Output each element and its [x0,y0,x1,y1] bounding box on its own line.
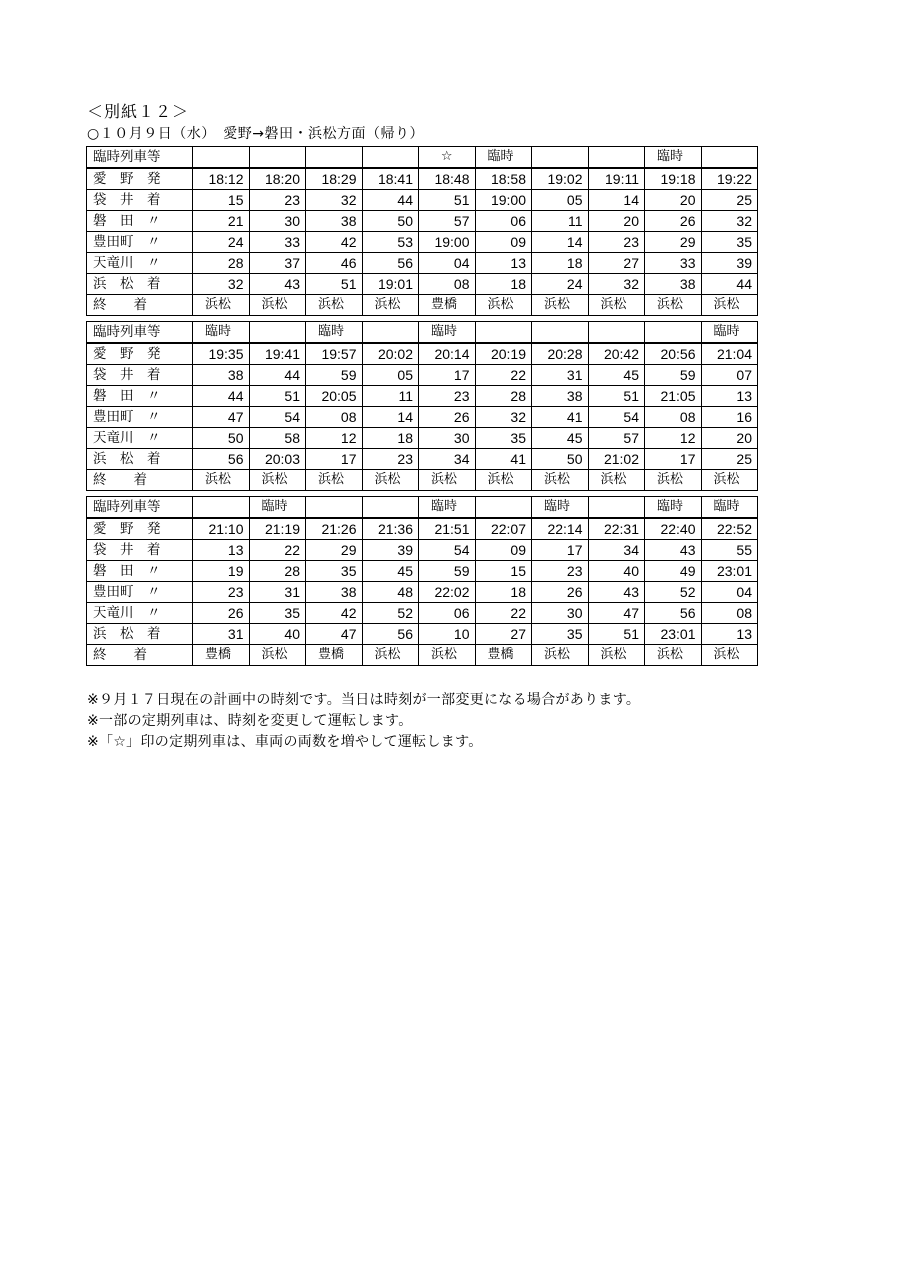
time-cell: 23 [249,190,306,211]
time-cell: 23 [362,449,419,470]
station-label: 天竜川 〃 [87,253,193,274]
train-type-cell [475,322,532,344]
train-type-cell: 臨時 [532,497,589,519]
time-cell: 08 [306,407,363,428]
station-label: 天竜川 〃 [87,603,193,624]
terminal-cell: 浜松 [475,295,532,316]
time-cell: 21:04 [701,343,758,365]
terminal-cell: 豊橋 [419,295,476,316]
time-cell: 20:56 [645,343,702,365]
station-row [87,274,758,295]
time-cell: 19:57 [306,343,363,365]
time-cell: 51 [306,274,363,295]
time-cell: 42 [306,603,363,624]
time-cell: 51 [588,624,645,645]
time-cell: 31 [249,582,306,603]
train-type-cell [306,497,363,519]
time-cell: 26 [419,407,476,428]
time-cell: 52 [645,582,702,603]
train-type-cell [249,322,306,344]
time-cell: 25 [701,190,758,211]
time-cell: 14 [532,232,589,253]
time-cell: 21:05 [645,386,702,407]
time-cell: 23 [532,561,589,582]
time-cell: 32 [475,407,532,428]
time-cell: 19:01 [362,274,419,295]
terminal-row [87,470,758,491]
time-cell: 11 [532,211,589,232]
train-type-cell: 臨時 [475,147,532,169]
note-line: ※一部の定期列車は、時刻を変更して運転します。 [87,713,413,729]
station-row [87,582,758,603]
train-type-cell [362,497,419,519]
train-type-cell: 臨時 [306,322,363,344]
time-cell: 31 [532,365,589,386]
terminal-cell: 浜松 [193,295,250,316]
time-cell: 56 [362,253,419,274]
time-cell: 35 [475,428,532,449]
time-cell: 07 [701,365,758,386]
time-cell: 21:51 [419,518,476,540]
station-row [87,232,758,253]
terminal-cell: 浜松 [249,470,306,491]
time-cell: 37 [249,253,306,274]
time-cell: 38 [193,365,250,386]
time-cell: 22:14 [532,518,589,540]
train-type-row [87,147,758,169]
train-type-cell: 臨時 [645,497,702,519]
time-cell: 22 [475,603,532,624]
time-cell: 09 [475,232,532,253]
time-cell: 18:29 [306,168,363,190]
time-cell: 18 [532,253,589,274]
station-label: 愛 野 発 [87,168,193,190]
note-line: ※「☆」印の定期列車は、車両の両数を増やして運転します。 [87,734,483,750]
terminal-label: 終 着 [87,645,193,666]
train-type-cell [193,147,250,169]
time-cell: 17 [306,449,363,470]
train-type-cell [362,147,419,169]
train-type-cell: 臨時 [419,322,476,344]
time-cell: 06 [419,603,476,624]
train-type-row [87,322,758,344]
time-cell: 32 [701,211,758,232]
terminal-cell: 浜松 [193,470,250,491]
time-cell: 21:10 [193,518,250,540]
time-cell: 19 [193,561,250,582]
station-label: 浜 松 着 [87,449,193,470]
terminal-row [87,295,758,316]
time-cell: 54 [588,407,645,428]
station-row [87,407,758,428]
time-cell: 20:42 [588,343,645,365]
station-label: 袋 井 着 [87,540,193,561]
terminal-label: 終 着 [87,295,193,316]
station-row [87,449,758,470]
time-cell: 30 [419,428,476,449]
time-cell: 32 [588,274,645,295]
time-cell: 40 [249,624,306,645]
train-type-cell [306,147,363,169]
time-cell: 59 [645,365,702,386]
station-row [87,540,758,561]
time-cell: 08 [419,274,476,295]
time-cell: 20 [645,190,702,211]
time-cell: 52 [362,603,419,624]
terminal-cell: 浜松 [701,295,758,316]
terminal-cell: 浜松 [588,295,645,316]
time-cell: 43 [588,582,645,603]
station-label: 愛 野 発 [87,518,193,540]
time-cell: 12 [645,428,702,449]
time-cell: 10 [419,624,476,645]
time-cell: 50 [362,211,419,232]
terminal-cell: 浜松 [475,470,532,491]
time-cell: 26 [193,603,250,624]
station-label: 磐 田 〃 [87,561,193,582]
time-cell: 20:19 [475,343,532,365]
terminal-cell: 豊橋 [193,645,250,666]
timetable-block [86,321,758,491]
time-cell: 18 [362,428,419,449]
time-cell: 14 [362,407,419,428]
time-cell: 09 [475,540,532,561]
train-type-cell: 臨時 [701,322,758,344]
train-type-cell [588,497,645,519]
time-cell: 19:22 [701,168,758,190]
time-cell: 48 [362,582,419,603]
time-cell: 27 [588,253,645,274]
time-cell: 41 [475,449,532,470]
train-type-cell: 臨時 [419,497,476,519]
time-cell: 33 [249,232,306,253]
time-cell: 21:02 [588,449,645,470]
time-cell: 04 [701,582,758,603]
time-cell: 39 [362,540,419,561]
station-row [87,168,758,190]
time-cell: 34 [588,540,645,561]
terminal-cell: 浜松 [701,645,758,666]
train-type-cell [475,497,532,519]
time-cell: 59 [306,365,363,386]
time-cell: 54 [419,540,476,561]
terminal-cell: 浜松 [249,295,306,316]
station-row [87,428,758,449]
train-type-row [87,497,758,519]
train-type-cell: ☆ [419,147,476,169]
terminal-cell: 浜松 [532,470,589,491]
time-cell: 44 [193,386,250,407]
train-type-label: 臨時列車等 [87,497,193,519]
train-type-cell [588,147,645,169]
time-cell: 18:58 [475,168,532,190]
time-cell: 57 [588,428,645,449]
time-cell: 34 [419,449,476,470]
time-cell: 19:18 [645,168,702,190]
time-cell: 22:40 [645,518,702,540]
time-cell: 44 [249,365,306,386]
time-cell: 39 [701,253,758,274]
terminal-cell: 豊橋 [306,645,363,666]
time-cell: 35 [249,603,306,624]
time-cell: 45 [588,365,645,386]
time-cell: 56 [362,624,419,645]
time-cell: 23:01 [701,561,758,582]
station-label: 袋 井 着 [87,190,193,211]
time-cell: 23 [419,386,476,407]
time-cell: 11 [362,386,419,407]
station-label: 磐 田 〃 [87,211,193,232]
time-cell: 38 [532,386,589,407]
terminal-cell: 浜松 [645,470,702,491]
station-label: 豊田町 〃 [87,232,193,253]
station-row [87,624,758,645]
terminal-cell: 豊橋 [475,645,532,666]
document-subtitle: ○１０月９日（水） 愛野→磐田・浜松方面（帰り） [87,126,424,142]
time-cell: 21:26 [306,518,363,540]
time-cell: 22:31 [588,518,645,540]
time-cell: 20:02 [362,343,419,365]
time-cell: 13 [475,253,532,274]
time-cell: 21:19 [249,518,306,540]
time-cell: 25 [701,449,758,470]
time-cell: 19:00 [475,190,532,211]
terminal-cell: 浜松 [588,470,645,491]
time-cell: 18:20 [249,168,306,190]
time-cell: 13 [701,624,758,645]
time-cell: 43 [645,540,702,561]
time-cell: 22 [249,540,306,561]
time-cell: 15 [475,561,532,582]
time-cell: 45 [362,561,419,582]
station-label: 愛 野 発 [87,343,193,365]
time-cell: 35 [701,232,758,253]
station-row [87,518,758,540]
station-label: 豊田町 〃 [87,407,193,428]
time-cell: 49 [645,561,702,582]
time-cell: 22:07 [475,518,532,540]
station-label: 磐 田 〃 [87,386,193,407]
train-type-cell: 臨時 [249,497,306,519]
time-cell: 30 [532,603,589,624]
time-cell: 58 [249,428,306,449]
time-cell: 19:11 [588,168,645,190]
time-cell: 13 [193,540,250,561]
train-type-cell: 臨時 [645,147,702,169]
time-cell: 41 [532,407,589,428]
time-cell: 20 [588,211,645,232]
time-cell: 57 [419,211,476,232]
time-cell: 28 [249,561,306,582]
train-type-label: 臨時列車等 [87,147,193,169]
time-cell: 28 [193,253,250,274]
time-cell: 38 [645,274,702,295]
time-cell: 43 [249,274,306,295]
terminal-cell: 浜松 [701,470,758,491]
time-cell: 51 [249,386,306,407]
time-cell: 18 [475,582,532,603]
time-cell: 53 [362,232,419,253]
time-cell: 54 [249,407,306,428]
time-cell: 18:12 [193,168,250,190]
time-cell: 47 [193,407,250,428]
time-cell: 19:00 [419,232,476,253]
time-cell: 24 [532,274,589,295]
time-cell: 19:41 [249,343,306,365]
terminal-cell: 浜松 [645,645,702,666]
time-cell: 21 [193,211,250,232]
time-cell: 26 [532,582,589,603]
time-cell: 23:01 [645,624,702,645]
time-cell: 22 [475,365,532,386]
station-label: 豊田町 〃 [87,582,193,603]
time-cell: 40 [588,561,645,582]
time-cell: 20:14 [419,343,476,365]
train-type-cell [532,147,589,169]
time-cell: 31 [193,624,250,645]
terminal-label: 終 着 [87,470,193,491]
time-cell: 17 [645,449,702,470]
time-cell: 18:48 [419,168,476,190]
train-type-cell: 臨時 [701,497,758,519]
time-cell: 23 [588,232,645,253]
time-cell: 56 [645,603,702,624]
train-type-cell [588,322,645,344]
time-cell: 51 [419,190,476,211]
time-cell: 08 [701,603,758,624]
station-label: 袋 井 着 [87,365,193,386]
time-cell: 50 [532,449,589,470]
time-cell: 27 [475,624,532,645]
station-row [87,190,758,211]
time-cell: 38 [306,211,363,232]
time-cell: 16 [701,407,758,428]
time-cell: 22:02 [419,582,476,603]
time-cell: 47 [306,624,363,645]
time-cell: 21:36 [362,518,419,540]
train-type-cell [362,322,419,344]
time-cell: 20 [701,428,758,449]
terminal-cell: 浜松 [362,470,419,491]
terminal-cell: 浜松 [306,295,363,316]
time-cell: 32 [306,190,363,211]
time-cell: 13 [701,386,758,407]
terminal-cell: 浜松 [362,295,419,316]
time-cell: 46 [306,253,363,274]
time-cell: 08 [645,407,702,428]
train-type-cell [701,147,758,169]
terminal-cell: 浜松 [532,645,589,666]
time-cell: 20:28 [532,343,589,365]
time-cell: 18 [475,274,532,295]
time-cell: 23 [193,582,250,603]
time-cell: 42 [306,232,363,253]
train-type-cell: 臨時 [193,322,250,344]
time-cell: 59 [419,561,476,582]
time-cell: 50 [193,428,250,449]
time-cell: 06 [475,211,532,232]
time-cell: 28 [475,386,532,407]
station-row [87,386,758,407]
time-cell: 35 [532,624,589,645]
station-row [87,343,758,365]
time-cell: 29 [306,540,363,561]
time-cell: 19:35 [193,343,250,365]
time-cell: 47 [588,603,645,624]
terminal-cell: 浜松 [588,645,645,666]
time-cell: 38 [306,582,363,603]
terminal-cell: 浜松 [419,645,476,666]
station-label: 浜 松 着 [87,274,193,295]
train-type-cell [249,147,306,169]
terminal-cell: 浜松 [645,295,702,316]
time-cell: 51 [588,386,645,407]
time-cell: 17 [532,540,589,561]
train-type-cell [193,497,250,519]
time-cell: 17 [419,365,476,386]
time-cell: 05 [362,365,419,386]
train-type-cell [645,322,702,344]
time-cell: 20:05 [306,386,363,407]
timetable-block [86,146,758,316]
time-cell: 12 [306,428,363,449]
time-cell: 30 [249,211,306,232]
time-cell: 44 [362,190,419,211]
terminal-cell: 浜松 [249,645,306,666]
time-cell: 32 [193,274,250,295]
train-type-label: 臨時列車等 [87,322,193,344]
station-row [87,561,758,582]
terminal-row [87,645,758,666]
station-row [87,211,758,232]
time-cell: 19:02 [532,168,589,190]
time-cell: 56 [193,449,250,470]
document-title: ＜別紙１２＞ [87,102,190,121]
time-cell: 35 [306,561,363,582]
time-cell: 29 [645,232,702,253]
time-cell: 22:52 [701,518,758,540]
time-cell: 33 [645,253,702,274]
notes-section [87,690,640,753]
time-cell: 24 [193,232,250,253]
time-cell: 55 [701,540,758,561]
time-cell: 14 [588,190,645,211]
time-cell: 45 [532,428,589,449]
station-row [87,253,758,274]
time-cell: 15 [193,190,250,211]
station-label: 浜 松 着 [87,624,193,645]
station-row [87,365,758,386]
time-cell: 26 [645,211,702,232]
timetable-block [86,496,758,666]
time-cell: 05 [532,190,589,211]
time-cell: 20:03 [249,449,306,470]
terminal-cell: 浜松 [419,470,476,491]
note-line: ※９月１７日現在の計画中の時刻です。当日は時刻が一部変更になる場合があります。 [87,692,641,708]
time-cell: 44 [701,274,758,295]
time-cell: 18:41 [362,168,419,190]
time-cell: 04 [419,253,476,274]
train-type-cell [532,322,589,344]
terminal-cell: 浜松 [306,470,363,491]
terminal-cell: 浜松 [532,295,589,316]
station-row [87,603,758,624]
station-label: 天竜川 〃 [87,428,193,449]
terminal-cell: 浜松 [362,645,419,666]
